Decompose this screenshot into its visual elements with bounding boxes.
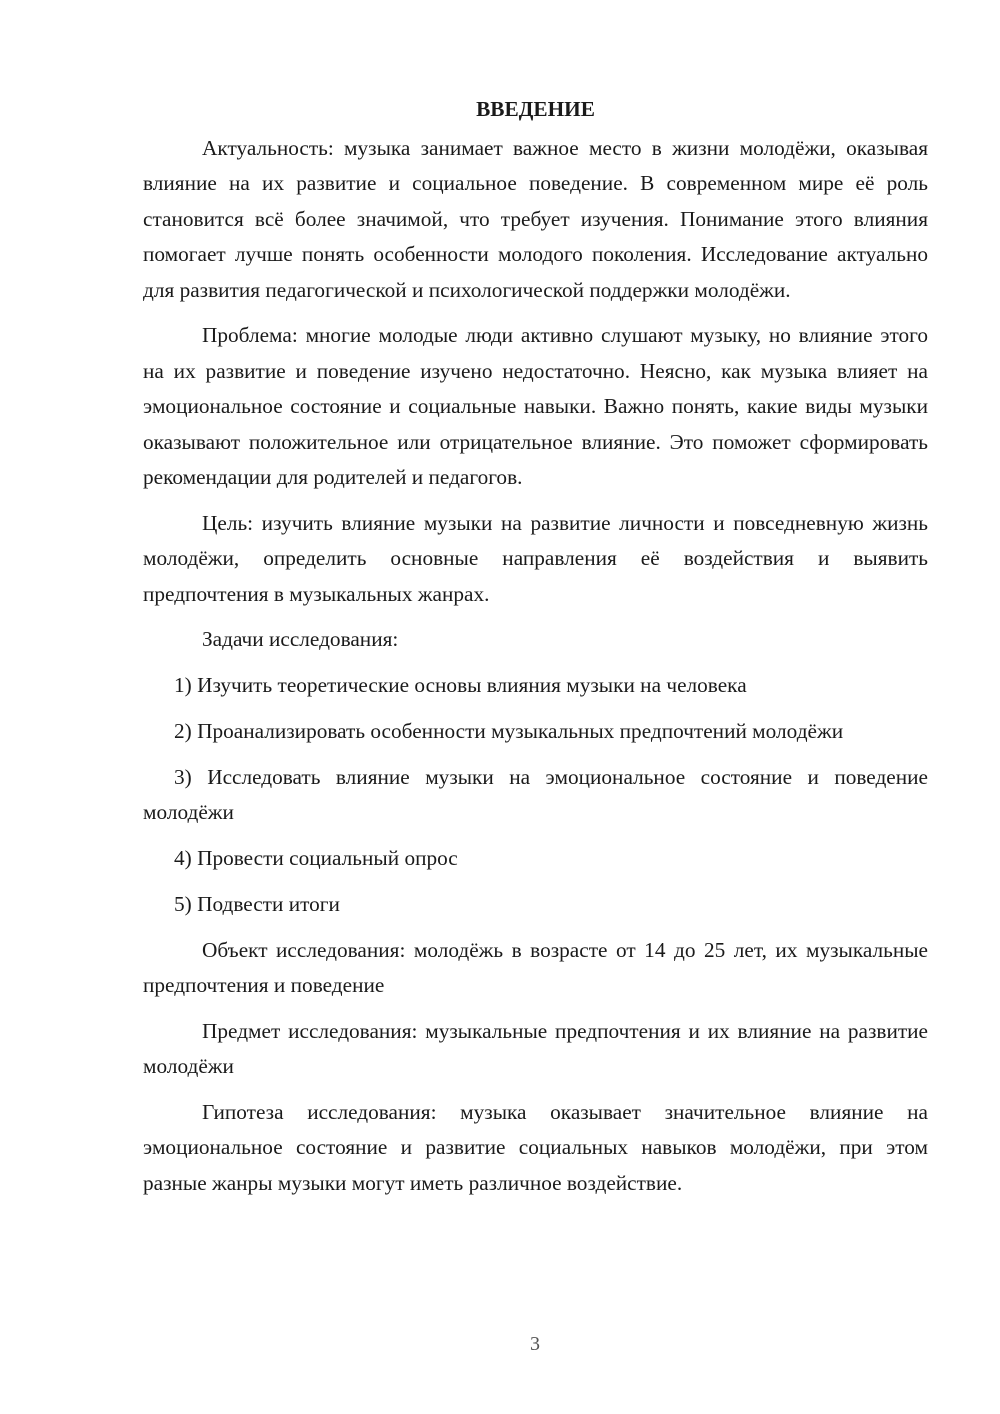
task-item: 4) Провести социальный опрос xyxy=(174,846,458,871)
task-item: 1) Изучить теоретические основы влияния музыки на человека xyxy=(174,673,747,698)
hypothesis-paragraph: Гипотеза исследования: музыка оказывает значительное влияние на эмоциональное состояние и развитие социальных навыков молодёжи, при этом разные жанры музыки могут иметь различное воздействие. xyxy=(143,1100,928,1195)
tasks-heading: Задачи исследования: xyxy=(202,627,399,652)
goal-paragraph: Цель: изучить влияние музыки на развитие личности и повседневную жизнь молодёжи, определить основные направления её воздействия и выявить предпочтения в музыкальных жанрах. xyxy=(143,510,928,606)
document-page xyxy=(143,92,928,1212)
task-item: 5) Подвести итоги xyxy=(174,891,340,916)
page-title: ВВЕДЕНИЕ xyxy=(476,97,595,121)
page-number: 3 xyxy=(530,1333,540,1355)
problem-paragraph: Проблема: многие молодые люди активно слушают музыку, но влияние этого на их развитие и поведение изучено недостаточно. Неясно, как музыка влияет на эмоциональное состояние и социальные навыки. Важно понять, какие виды музыки оказывают положительное или отрицательное влияние. Это поможет сформировать рекомендации для родителей и педагогов. xyxy=(143,323,928,490)
task-item: 3) Исследовать влияние музыки на эмоциональное состояние и поведение молодёжи xyxy=(143,764,928,825)
relevance-paragraph: Актуальность: музыка занимает важное место в жизни молодёжи, оказывая влияние на их развитие и социальное поведение. В современном мире её роль становится всё более значимой, что требует изучения. Понимание этого влияния помогает лучше понять особенности молодого поколения. Исследование актуально для развития педагогической и психологической поддержки молодёжи. xyxy=(143,136,928,302)
task-item: 2) Проанализировать особенности музыкальных предпочтений молодёжи xyxy=(174,719,844,744)
object-paragraph: Объект исследования: молодёжь в возрасте от 14 до 25 лет, их музыкальные предпочтения и поведение xyxy=(143,937,928,998)
subject-paragraph: Предмет исследования: музыкальные предпочтения и их влияние на развитие молодёжи xyxy=(143,1018,928,1079)
